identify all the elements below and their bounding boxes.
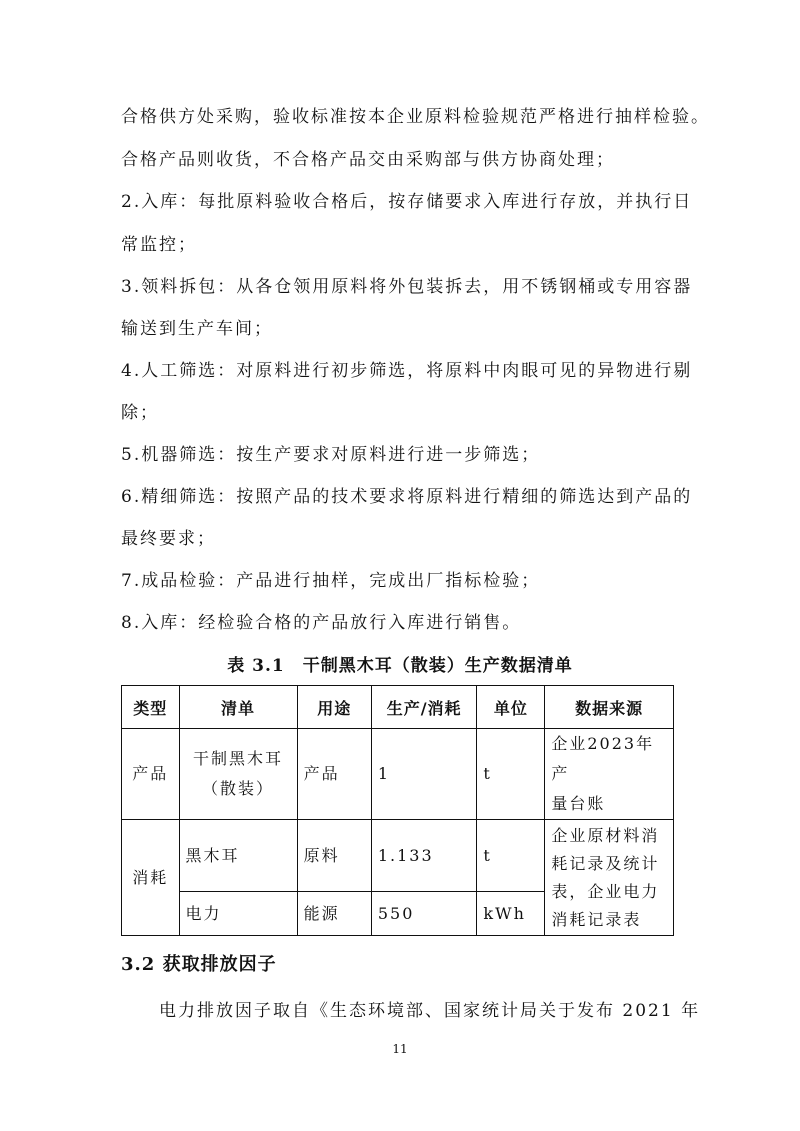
header-use: 用途 (297, 686, 371, 729)
body-line-9: 5.机器筛选：按生产要求对原料进行进一步筛选； (121, 445, 541, 465)
cell-consumption-amount-2: 550 (371, 892, 477, 936)
body-line-8: 除； (121, 403, 159, 423)
cell-product-item-line2: （散装） (202, 779, 275, 798)
header-source: 数据来源 (545, 686, 674, 729)
cell-consumption-source-line2: 耗记录及统计 (551, 853, 660, 873)
cell-consumption-item-2: 电力 (179, 892, 297, 936)
body-paragraph: 电力排放因子取自《生态环境部、国家统计局关于发布 2021 年 (159, 1001, 701, 1021)
cell-consumption-amount-1: 1.133 (371, 820, 477, 892)
page-number: 11 (392, 1042, 408, 1056)
header-amount: 生产/消耗 (371, 686, 477, 729)
cell-consumption-source (545, 820, 674, 936)
cell-product-unit: t (477, 729, 545, 820)
cell-consumption-use-2: 能源 (297, 892, 371, 936)
body-line-3: 2.入库：每批原料验收合格后，按存储要求入库进行存放，并执行日 (121, 192, 693, 212)
body-line-12: 7.成品检验：产品进行抽样，完成出厂指标检验； (121, 571, 541, 591)
body-line-5: 3.领料拆包：从各仓领用原料将外包装拆去，用不锈钢桶或专用容器 (121, 277, 693, 297)
cell-product-use: 产品 (297, 729, 371, 820)
table-row-product (122, 729, 674, 820)
cell-consumption-source-line3: 表，企业电力 (551, 881, 660, 901)
cell-consumption-use-1: 原料 (297, 820, 371, 892)
cell-product-type: 产品 (122, 729, 180, 820)
cell-product-source (545, 729, 674, 820)
body-line-11: 最终要求； (121, 529, 216, 549)
cell-product-source-line2: 量台账 (551, 794, 606, 813)
cell-product-amount: 1 (371, 729, 477, 820)
body-line-1: 合格供方处采购，验收标准按本企业原料检验规范严格进行抽样检验。 (121, 107, 710, 127)
body-line-4: 常监控； (121, 235, 197, 255)
cell-product-source-line1: 企业2023年产 (551, 734, 655, 783)
cell-product-item-line1: 干制黑木耳 (193, 749, 284, 768)
production-data-table (121, 685, 674, 936)
cell-consumption-type: 消耗 (122, 820, 180, 936)
body-line-10: 6.精细筛选：按照产品的技术要求将原料进行精细的筛选达到产品的 (121, 487, 693, 507)
header-unit: 单位 (477, 686, 545, 729)
body-line-13: 8.入库：经检验合格的产品放行入库进行销售。 (121, 613, 522, 633)
cell-consumption-item-1: 黑木耳 (179, 820, 297, 892)
cell-consumption-unit-2: kWh (477, 892, 545, 936)
cell-consumption-unit-1: t (477, 820, 545, 892)
cell-consumption-source-line4: 消耗记录表 (551, 909, 642, 929)
table-row-consumption-1 (122, 820, 674, 892)
cell-product-item (179, 729, 297, 820)
header-item: 清单 (179, 686, 297, 729)
table-caption: 表 3.1 干制黑木耳（散装）生产数据清单 (227, 656, 573, 676)
cell-consumption-source-line1: 企业原材料消 (551, 825, 660, 845)
body-line-6: 输送到生产车间； (121, 319, 273, 339)
table-header-row (122, 686, 674, 729)
section-heading: 3.2 获取排放因子 (121, 954, 277, 975)
header-type: 类型 (122, 686, 180, 729)
body-line-2: 合格产品则收货，不合格产品交由采购部与供方协商处理； (121, 150, 615, 170)
body-line-7: 4.人工筛选：对原料进行初步筛选，将原料中肉眼可见的异物进行剔 (121, 361, 693, 381)
